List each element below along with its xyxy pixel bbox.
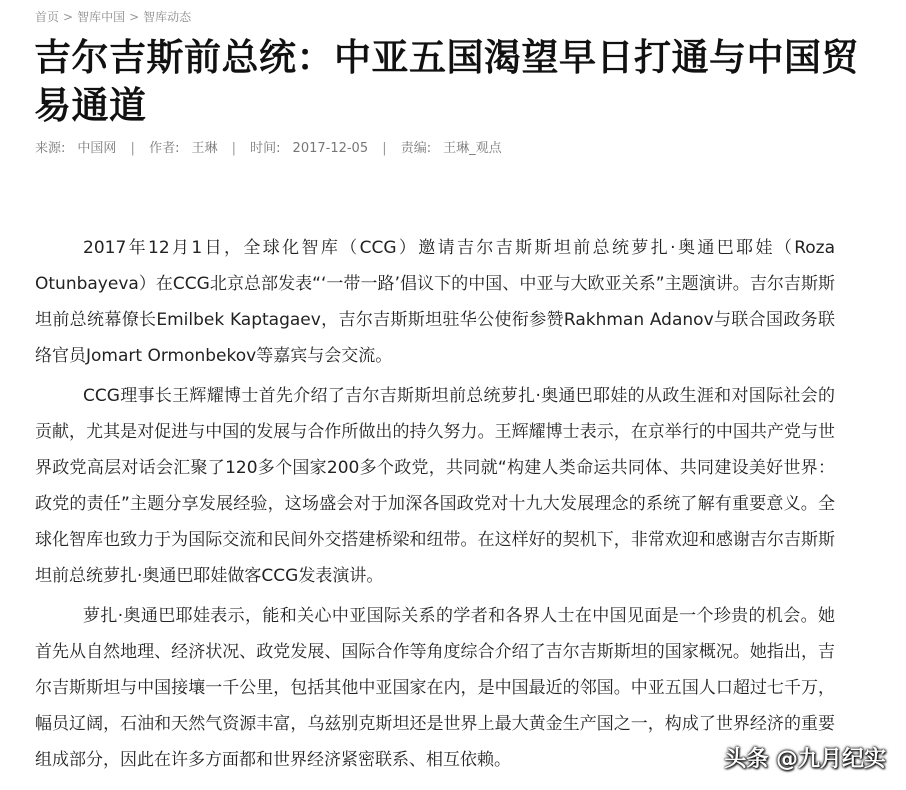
article-meta	[35, 137, 502, 156]
watermark: 头条 @九月纪实	[724, 747, 886, 772]
time-value: 2017-12-05	[292, 141, 369, 156]
author-label: 作者:	[149, 141, 180, 156]
breadcrumb	[35, 8, 191, 25]
article-title: 吉尔吉斯前总统：中亚五国渴望早日打通与中国贸易通道	[34, 36, 859, 127]
breadcrumb-home-link[interactable]: 首页	[35, 10, 60, 24]
article-paragraph: 萝扎·奥通巴耶娃表示，能和关心中亚国际关系的学者和各界人士在中国见面是一个珍贵的机会。她首先从自然地理、经济状况、政党发展、国际合作等角度综合介绍了吉尔吉斯斯坦的国家概况。她指出，吉尔吉斯斯坦与中国接壤一千公里，包括其他中亚国家在内，是中国最近的邻国。中亚五国人口超过七千万，幅员辽阔，石油和天然气资源丰富，乌兹别克斯坦还是世界上最大黄金生产国之一，构成了世界经济的重要组成部分，因此在许多方面都和世界经济紧密联系、相互依赖。	[35, 606, 835, 770]
source-value: 中国网	[77, 141, 117, 156]
article-paragraph: CCG理事长王辉耀博士首先介绍了吉尔吉斯斯坦前总统萝扎·奥通巴耶娃的从政生涯和对国际社会的贡献，尤其是对促进与中国的发展与合作所做出的持久努力。王辉耀博士表示，在京举行的中国共产党与世界政党高层对话会汇聚了120多个国家200多个政党，共同就“构建人类命运共同体、共同建设美好世界：政党的责任”主题分享发展经验，这场盛会对于加深各国政党对十九大发展理念的系统了解有重要意义。全球化智库也致力于为国际交流和民间外交搭建桥梁和纽带。在这样好的契机下，非常欢迎和感谢吉尔吉斯斯坦前总统萝扎·奥通巴耶娃做客CCG发表演讲。	[35, 386, 835, 586]
meta-divider: |	[130, 141, 135, 156]
source-label: 来源:	[35, 141, 66, 156]
breadcrumb-think-tank-china-link[interactable]: 智库中国	[77, 10, 126, 24]
meta-divider: |	[231, 141, 237, 156]
breadcrumb-separator: >	[129, 10, 140, 24]
author-value: 王琳	[191, 141, 218, 156]
breadcrumb-think-tank-news-link[interactable]: 智库动态	[143, 10, 192, 24]
meta-divider: |	[382, 141, 387, 156]
breadcrumb-separator: >	[63, 10, 74, 24]
article-body	[35, 230, 835, 782]
time-label: 时间:	[250, 141, 281, 156]
editor-value: 王琳_观点	[443, 141, 502, 156]
editor-label: 责编:	[400, 141, 432, 156]
article-paragraph: 2017年12月1日，全球化智库（CCG）邀请吉尔吉斯斯坦前总统萝扎·奥通巴耶娃（Roza Otunbayeva）在CCG北京总部发表“‘一带一路’倡议下的中国、中亚与大欧亚关系”主题演讲。吉尔吉斯斯坦前总统幕僚长Emilbek Kaptagaev，吉尔吉斯斯坦驻华公使衔参赞Rakhman Adanov与联合国政务联络官员Jomart Ormonbekov等嘉宾与会交流。	[35, 238, 835, 366]
